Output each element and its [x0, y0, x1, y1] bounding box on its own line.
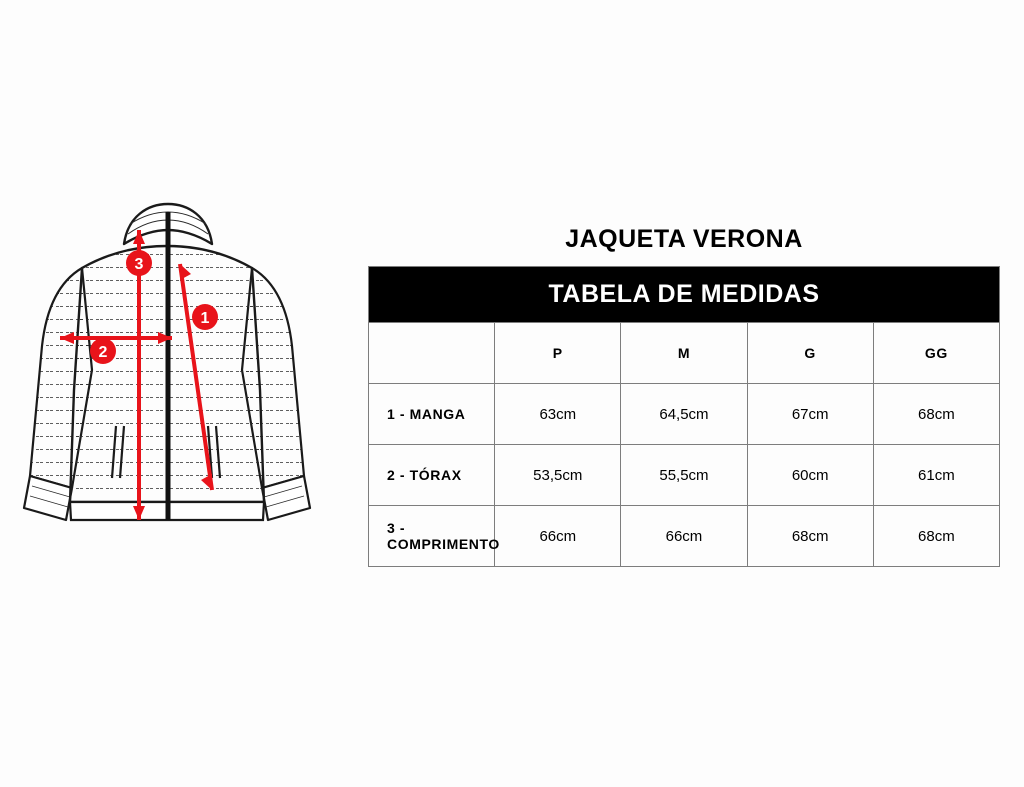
jacket-illustration [20, 190, 370, 570]
cell-torax-m: 55,5cm [621, 445, 747, 506]
table-header-row [369, 323, 1000, 384]
cell-manga-g: 67cm [747, 384, 873, 445]
marker-2 [90, 338, 116, 364]
column-header-m: M [621, 323, 747, 384]
cell-torax-p: 53,5cm [495, 445, 621, 506]
table-row [369, 445, 1000, 506]
cell-manga-gg: 68cm [873, 384, 999, 445]
table-title-row [369, 267, 1000, 323]
measurements-block [368, 225, 1000, 567]
column-header-g: G [747, 323, 873, 384]
row-label-comprimento: 3 - COMPRIMENTO [369, 506, 495, 567]
column-header-gg: GG [873, 323, 999, 384]
column-header-p: P [495, 323, 621, 384]
cell-comprimento-gg: 68cm [873, 506, 999, 567]
table-row [369, 506, 1000, 567]
cell-comprimento-p: 66cm [495, 506, 621, 567]
svg-text:3: 3 [134, 256, 144, 273]
product-title: JAQUETA VERONA [565, 225, 803, 253]
jacket-body-shape [24, 204, 310, 520]
cell-manga-p: 63cm [495, 384, 621, 445]
cell-manga-m: 64,5cm [621, 384, 747, 445]
svg-text:1: 1 [200, 310, 210, 327]
marker-3 [126, 250, 152, 276]
svg-text:2: 2 [98, 344, 108, 361]
header-corner [369, 323, 495, 384]
cell-comprimento-m: 66cm [621, 506, 747, 567]
table-caption: TABELA DE MEDIDAS [369, 267, 1000, 323]
row-label-manga: 1 - MANGA [369, 384, 495, 445]
cell-torax-gg: 61cm [873, 445, 999, 506]
size-table [368, 266, 1000, 567]
marker-1 [192, 304, 218, 330]
table-row [369, 384, 1000, 445]
cell-comprimento-g: 68cm [747, 506, 873, 567]
row-label-torax: 2 - TÓRAX [369, 445, 495, 506]
cell-torax-g: 60cm [747, 445, 873, 506]
